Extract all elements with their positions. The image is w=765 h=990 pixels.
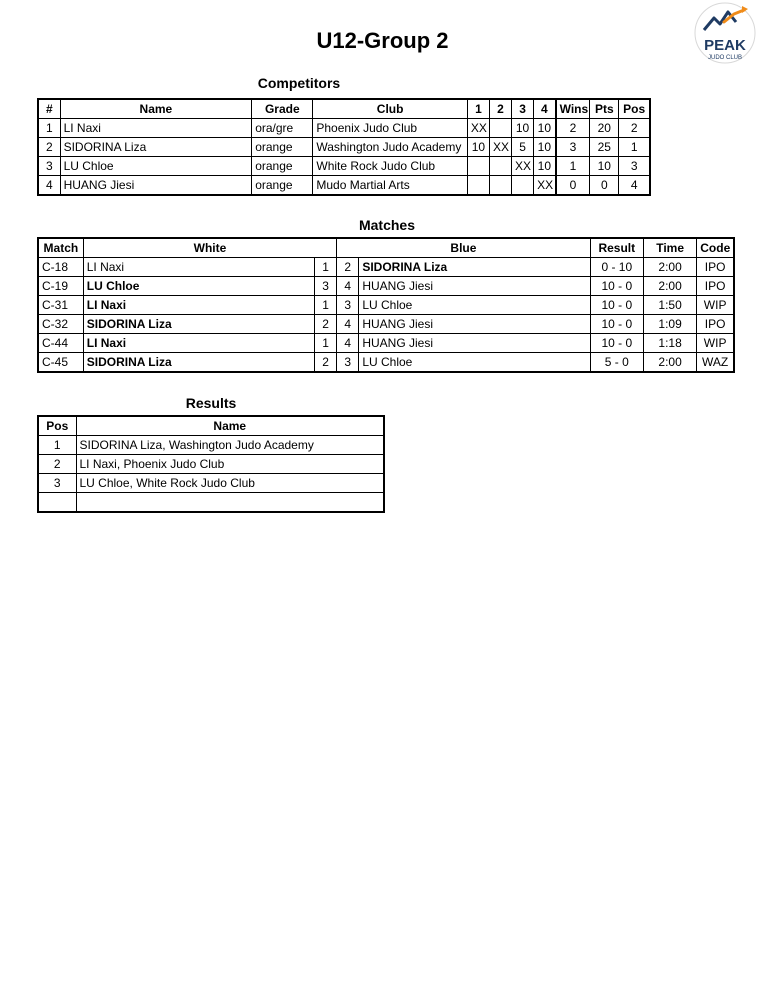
blue-name: HUANG Jiesi (359, 277, 590, 296)
result-name: SIDORINA Liza, Washington Judo Academy (76, 436, 384, 455)
blue-name: LU Chloe (359, 296, 590, 315)
blue-num: 4 (337, 334, 359, 353)
competitor-club: Mudo Martial Arts (313, 176, 468, 196)
table-row (38, 296, 734, 315)
table-row (38, 334, 734, 353)
col-time: Time (643, 238, 696, 258)
match-code: IPO (697, 258, 734, 277)
matches-heading: Matches (358, 217, 416, 233)
white-num: 1 (315, 334, 337, 353)
match-result: 0 - 10 (590, 258, 643, 277)
col-3: 3 (512, 99, 534, 119)
competitor-num: 1 (38, 119, 60, 138)
match-id: C-31 (38, 296, 83, 315)
blue-name: HUANG Jiesi (359, 334, 590, 353)
match-time: 1:18 (643, 334, 696, 353)
col-club: Club (313, 99, 468, 119)
blue-name: LU Chloe (359, 353, 590, 373)
matches-table (37, 237, 735, 373)
match-id: C-45 (38, 353, 83, 373)
match-time: 2:00 (643, 258, 696, 277)
white-name: SIDORINA Liza (83, 353, 314, 373)
match-result: 10 - 0 (590, 296, 643, 315)
svg-text:PEAK: PEAK (704, 37, 746, 54)
match-code: WAZ (697, 353, 734, 373)
match-code: WIP (697, 334, 734, 353)
match-id: C-18 (38, 258, 83, 277)
white-num: 2 (315, 353, 337, 373)
match-code: IPO (697, 315, 734, 334)
score-2 (489, 176, 511, 196)
table-row (38, 315, 734, 334)
col-2: 2 (489, 99, 511, 119)
score-4: 10 (534, 119, 556, 138)
table-row (38, 493, 384, 513)
match-code: IPO (697, 277, 734, 296)
col-grade: Grade (252, 99, 313, 119)
table-row (38, 455, 384, 474)
points: 10 (590, 157, 619, 176)
white-num: 2 (315, 315, 337, 334)
result-pos (38, 493, 76, 513)
match-time: 1:09 (643, 315, 696, 334)
result-name: LU Chloe, White Rock Judo Club (76, 474, 384, 493)
position: 1 (619, 138, 650, 157)
col-1: 1 (467, 99, 489, 119)
table-row (38, 474, 384, 493)
col-name: Name (60, 99, 252, 119)
white-num: 1 (315, 296, 337, 315)
col-pos: Pos (619, 99, 650, 119)
competitor-grade: orange (252, 157, 313, 176)
col-num: # (38, 99, 60, 119)
competitor-num: 2 (38, 138, 60, 157)
wins: 2 (556, 119, 590, 138)
wins: 1 (556, 157, 590, 176)
competitor-club: Washington Judo Academy (313, 138, 468, 157)
score-2 (489, 157, 511, 176)
blue-num: 3 (337, 296, 359, 315)
wins: 0 (556, 176, 590, 196)
result-pos: 1 (38, 436, 76, 455)
competitor-name: LU Chloe (60, 157, 252, 176)
competitors-header-row (38, 99, 650, 119)
score-1 (467, 157, 489, 176)
points: 20 (590, 119, 619, 138)
score-4: 10 (534, 157, 556, 176)
table-row (38, 138, 650, 157)
result-name (76, 493, 384, 513)
col-white: White (83, 238, 336, 258)
competitor-grade: ora/gre (252, 119, 313, 138)
score-3 (512, 176, 534, 196)
result-name: LI Naxi, Phoenix Judo Club (76, 455, 384, 474)
results-heading: Results (185, 395, 237, 411)
page-title: U12-Group 2 (316, 28, 449, 53)
col-name: Name (76, 416, 384, 436)
col-result: Result (590, 238, 643, 258)
col-4: 4 (534, 99, 556, 119)
table-row (38, 157, 650, 176)
match-time: 1:50 (643, 296, 696, 315)
competitor-club: Phoenix Judo Club (313, 119, 468, 138)
match-time: 2:00 (643, 277, 696, 296)
white-name: SIDORINA Liza (83, 315, 314, 334)
result-pos: 2 (38, 455, 76, 474)
match-id: C-44 (38, 334, 83, 353)
col-code: Code (697, 238, 734, 258)
competitor-grade: orange (252, 138, 313, 157)
match-result: 5 - 0 (590, 353, 643, 373)
blue-name: HUANG Jiesi (359, 315, 590, 334)
position: 2 (619, 119, 650, 138)
match-id: C-32 (38, 315, 83, 334)
results-table (37, 415, 385, 513)
blue-num: 4 (337, 315, 359, 334)
match-result: 10 - 0 (590, 315, 643, 334)
score-3: XX (512, 157, 534, 176)
match-result: 10 - 0 (590, 334, 643, 353)
match-result: 10 - 0 (590, 277, 643, 296)
table-row (38, 119, 650, 138)
white-name: LI Naxi (83, 334, 314, 353)
white-name: LI Naxi (83, 258, 314, 277)
score-3: 5 (512, 138, 534, 157)
blue-num: 3 (337, 353, 359, 373)
peak-judo-club-logo (694, 0, 756, 70)
white-num: 3 (315, 277, 337, 296)
white-name: LU Chloe (83, 277, 314, 296)
competitor-name: SIDORINA Liza (60, 138, 252, 157)
score-1 (467, 176, 489, 196)
competitor-grade: orange (252, 176, 313, 196)
col-blue: Blue (337, 238, 590, 258)
matches-header-row (38, 238, 734, 258)
table-row (38, 353, 734, 373)
competitor-name: LI Naxi (60, 119, 252, 138)
col-pos: Pos (38, 416, 76, 436)
score-1: 10 (467, 138, 489, 157)
match-id: C-19 (38, 277, 83, 296)
competitor-club: White Rock Judo Club (313, 157, 468, 176)
points: 25 (590, 138, 619, 157)
competitor-num: 3 (38, 157, 60, 176)
competitors-heading: Competitors (257, 75, 341, 91)
wins: 3 (556, 138, 590, 157)
blue-num: 2 (337, 258, 359, 277)
points: 0 (590, 176, 619, 196)
score-2: XX (489, 138, 511, 157)
competitors-table (37, 98, 651, 196)
results-header-row (38, 416, 384, 436)
score-2 (489, 119, 511, 138)
white-num: 1 (315, 258, 337, 277)
match-time: 2:00 (643, 353, 696, 373)
svg-text:JUDO CLUB: JUDO CLUB (707, 55, 743, 61)
competitor-num: 4 (38, 176, 60, 196)
blue-name: SIDORINA Liza (359, 258, 590, 277)
score-3: 10 (512, 119, 534, 138)
table-row (38, 436, 384, 455)
white-name: LI Naxi (83, 296, 314, 315)
position: 4 (619, 176, 650, 196)
blue-num: 4 (337, 277, 359, 296)
match-code: WIP (697, 296, 734, 315)
score-4: XX (534, 176, 556, 196)
col-pts: Pts (590, 99, 619, 119)
table-row (38, 258, 734, 277)
col-match: Match (38, 238, 83, 258)
col-wins: Wins (556, 99, 590, 119)
result-pos: 3 (38, 474, 76, 493)
table-row (38, 277, 734, 296)
score-1: XX (467, 119, 489, 138)
score-4: 10 (534, 138, 556, 157)
position: 3 (619, 157, 650, 176)
competitor-name: HUANG Jiesi (60, 176, 252, 196)
table-row (38, 176, 650, 196)
